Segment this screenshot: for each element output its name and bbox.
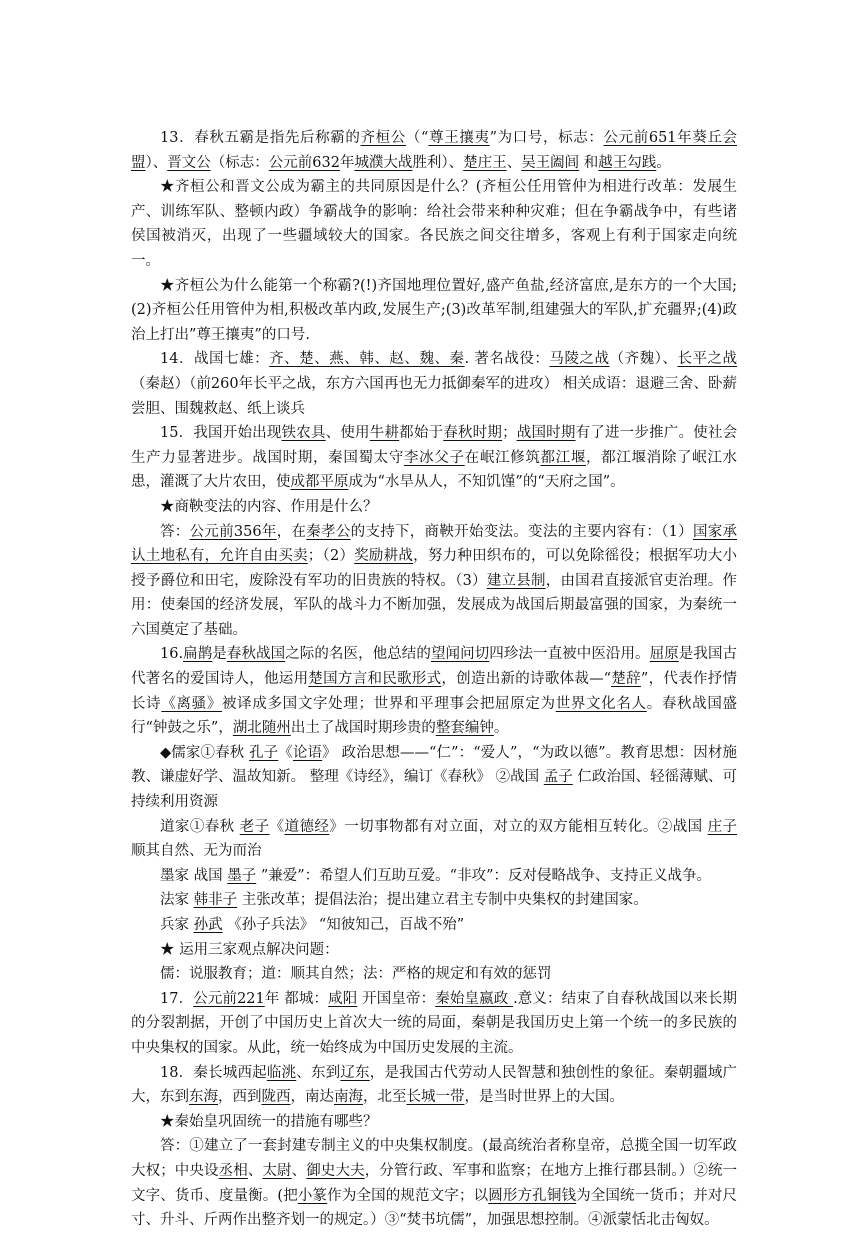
underlined-term: 公元前221 — [193, 990, 265, 1007]
text-run: ”兼爱”：希望人们互助互爱。“非攻”：反对侵略战争、支持正义战争。 — [256, 867, 711, 884]
text-run: 、 — [506, 154, 522, 171]
paragraph — [131, 520, 737, 643]
text-run: 被译成多国文字处理；世界和平理事会把屈原定为 — [222, 695, 556, 712]
underlined-term: 庄子 — [707, 818, 738, 835]
underlined-term: 越王勾践 — [598, 154, 657, 171]
text-run: 有了进一步推广。使社会生产力显著进步。战国时期，秦国蜀太守 — [131, 425, 738, 466]
paragraph — [131, 1061, 737, 1110]
paragraph — [131, 864, 737, 889]
text-run: 的支持下，商鞅开始变法。变法的主要内容有：（1） — [350, 523, 693, 540]
underlined-term: 春秋时期 — [443, 425, 503, 442]
underlined-term: 李冰父子 — [404, 449, 465, 466]
text-run: 是我国古代著名的爱国诗人，他运用 — [131, 646, 738, 688]
underlined-term: 建立县制 — [486, 572, 546, 589]
paragraph — [131, 1110, 737, 1135]
text-run: 之际的名医，他总结的 — [285, 646, 431, 663]
underlined-term: 世界文化名人 — [555, 695, 647, 712]
text-run: 。春秋战国盛行“钟鼓之乐”， — [131, 695, 738, 737]
underlined-term: 丞相 — [218, 1162, 248, 1179]
text-run: ，努力种田织布的，可以免除徭役；根据军功大小授予爵位和田宅，废除没有军功的旧贵族的特权。（3） — [131, 548, 738, 589]
text-run: 年 都城： — [264, 990, 329, 1007]
underlined-term: 小篆 — [297, 1187, 328, 1204]
text-run: 。 — [656, 154, 671, 171]
text-run: 在岷江修筑 — [464, 449, 541, 466]
text-run: ，在 — [276, 523, 307, 540]
text-run: 《 — [269, 818, 285, 835]
underlined-term: 湖北随州 — [232, 720, 291, 737]
text-run: ◆儒家①春秋 — [160, 744, 250, 761]
underlined-term: 长城一带 — [406, 1089, 465, 1106]
text-run: 出土了战国时期珍贵的 — [290, 720, 436, 737]
underlined-term: 牛耕 — [369, 425, 400, 442]
text-run: （标志： — [210, 154, 269, 171]
underlined-term: 楚辞 — [611, 671, 641, 688]
text-run: ★齐桓公为什么能第一个称霸?(!)齐国地理位置好,盛产鱼盐,经济富庶,是东方的一个大国;(2)齐桓公任用管仲为相,积极改革内政,发展生产;(3)改革军制,组建强大的军队,扩充疆界;(4)政治上打出”尊王攘夷”的口号. — [131, 277, 737, 343]
text-run: 《孙子兵法》 “知彼知己，百战不殆” — [222, 917, 465, 933]
text-run: 答：①建立了一套封建专制主义的中央集权制度。(最高统治者称皇帝，总揽全国一切军政大权；中央设 — [131, 1138, 737, 1179]
underlined-term: 老子 — [239, 818, 270, 835]
text-run: 主张改革；提倡法治；提出建立君主专制中央集权的封建国家。 — [237, 892, 648, 909]
text-run: 答： — [160, 523, 190, 540]
text-run: 15．我国开始出现 — [160, 425, 282, 442]
underlined-term: 屈原 — [649, 646, 679, 663]
text-run: 作为全国的规范文字；以 — [327, 1187, 489, 1204]
text-run: ，由国君直接派官吏治理。作用：使秦国的经济发展，军队的战斗力不断加强，发展成为战国后期最富强的国家，为秦统一六国奠定了基础。 — [131, 572, 738, 638]
underlined-term: 论语 — [292, 744, 323, 761]
paragraph — [131, 815, 737, 864]
text-run: 、 — [247, 1162, 263, 1179]
underlined-term: 楚庄王 — [463, 154, 507, 171]
text-run: 是 — [212, 646, 227, 663]
underlined-term: 公元前632 — [268, 154, 340, 171]
underlined-term: 扁鹊 — [183, 646, 213, 663]
text-run: 胜利）、 — [412, 154, 464, 171]
underlined-term: 望闻问切 — [430, 646, 490, 663]
underlined-term: 临洮 — [266, 1064, 297, 1081]
text-run: 墨家 战国 — [160, 867, 228, 884]
underlined-term: 秦孝公 — [306, 523, 351, 540]
text-run: ，分管行政、军事和监察；在地方上推行郡县制。）②统一文字、货币、度量衡。(把 — [131, 1162, 738, 1204]
underlined-term: 整套编钟 — [435, 720, 494, 737]
underlined-term: 公元前356年 — [189, 523, 277, 540]
paragraph — [131, 741, 737, 815]
text-run: 开国皇帝： — [357, 990, 436, 1007]
text-run: 道家①春秋 — [160, 818, 240, 835]
underlined-term: 太尉 — [262, 1162, 292, 1179]
text-run: 、使用 — [325, 425, 370, 442]
underlined-term: 南海 — [334, 1089, 363, 1106]
underlined-term: 咸阳 — [328, 990, 358, 1007]
underlined-term: 秦始皇嬴政 — [435, 990, 514, 1007]
text-run: ★齐桓公和晋文公成为霸主的共同原因是什么？(齐桓公任用管仲为相进行改革：发展生产、训练军队、整顿内政）争霸战争的影响：给社会带来种种灾难；但在争霸战争中，有些诸侯国被消灭，出现了一些疆域较大的国家。各民族之间交往增多，客观上有利于国家走向统一。 — [131, 179, 737, 269]
underlined-term: 孔子 — [249, 744, 279, 761]
text-run: 13．春秋五霸是指先后称霸的 — [160, 130, 361, 146]
text-run: 仁政治国、轻徭薄赋、可持续利用资源 — [131, 769, 737, 811]
text-run: 、东到 — [296, 1064, 341, 1081]
text-run: ，西到 — [218, 1089, 262, 1106]
text-run: 18．秦长城西起 — [160, 1064, 267, 1081]
text-run: ”，代表作抒情长诗 — [131, 671, 738, 712]
text-run: 》一切事物都有对立面，对立的双方能相互转化。②战国 — [329, 818, 708, 835]
underlined-term: 圆形方孔铜钱 — [488, 1187, 577, 1204]
text-run: ★秦始皇巩固统一的措施有哪些？ — [160, 1113, 378, 1130]
underlined-term: 吴王阖闾 — [521, 154, 580, 171]
paragraph — [131, 1134, 737, 1232]
text-run: ”为口号，标志： — [489, 130, 604, 146]
text-run: 四珍法一直被中医沿用。 — [489, 646, 650, 663]
underlined-term: 孙武 — [193, 917, 223, 933]
underlined-term: 道德经 — [284, 818, 330, 835]
underlined-term: 韩非子 — [193, 892, 238, 909]
text-run: ，南达 — [290, 1089, 334, 1106]
text-run: 都始于 — [399, 425, 444, 442]
text-run: 《 — [278, 744, 293, 761]
underlined-term: 御史大夫 — [306, 1162, 365, 1179]
paragraph — [131, 938, 737, 963]
paragraph — [131, 126, 737, 175]
text-run: ； — [502, 425, 517, 442]
paragraph — [131, 913, 737, 938]
text-run: （齐魏）、 — [609, 351, 678, 368]
text-run: （秦赵）（前260年长平之战，东方六国再也无力抵御秦军的进攻） 相关成语：退避三舍、卧薪尝胆、围魏救赵、纸上谈兵 — [131, 375, 737, 417]
text-run: ，是当时世界上的大国。 — [464, 1089, 624, 1106]
paragraph — [131, 347, 737, 421]
text-run: 。 — [493, 720, 509, 737]
text-run: 17． — [160, 990, 194, 1007]
underlined-term: 战国时期 — [516, 425, 576, 442]
text-run: ★商鞅变法的内容、作用是什么？ — [160, 498, 378, 515]
paragraph — [131, 962, 737, 987]
text-run: 为全国统一货币；并对尺寸、升斗、斤两作出整齐划一的规定。）③“焚书坑儒”，加强思想控制。④派蒙恬北击匈奴。 — [131, 1187, 738, 1229]
underlined-term: 成都平原 — [290, 474, 349, 491]
underlined-term: 铁农具 — [281, 425, 326, 442]
text-run: 14．战国七雄： — [160, 351, 270, 368]
underlined-term: 《离骚》 — [161, 695, 223, 712]
text-run: （“ — [405, 130, 429, 146]
underlined-term: 齐、楚、燕、韩、赵、魏、秦 — [269, 351, 465, 368]
underlined-term: 马陵之战 — [549, 351, 610, 368]
text-run: 》 政治思想——“仁”：“爱人”，“为政以德”。教育思想：因材施教、谦虚好学、温故知新。 整理《诗经》，编订《春秋》 ②战国 — [131, 744, 738, 786]
paragraph — [131, 495, 737, 520]
paragraph — [131, 888, 737, 913]
underlined-term: 楚国方言和民歌形式 — [308, 671, 442, 688]
text-run: 和 — [579, 154, 599, 171]
underlined-term: 公元前651年葵丘会盟 — [131, 130, 738, 171]
underlined-term: 东海 — [189, 1089, 218, 1106]
paragraph — [131, 274, 737, 348]
text-run: ）、 — [145, 154, 168, 171]
underlined-term: 长平之战 — [677, 351, 738, 368]
underlined-term: 春秋战国 — [226, 646, 286, 663]
underlined-term: 城濮大战 — [354, 154, 413, 171]
underlined-term: 墨子 — [227, 867, 257, 884]
underlined-term: 奖励耕战 — [354, 548, 414, 565]
underlined-term: 陇西 — [261, 1089, 291, 1106]
underlined-term: 尊王攘夷 — [428, 130, 490, 146]
text-run: ★ 运用三家观点解决问题： — [160, 941, 339, 958]
underlined-term: 国家承认土地私有，允许自由买卖 — [131, 523, 738, 565]
text-run: .意义：结束了自春秋战国以来长期的分裂割据，开创了中国历史上首次大一统的局面，秦朝是我国历史上第一个统一的多民族的中央集权的国家。从此，统一始终成为中国历史发展的主流。 — [131, 990, 738, 1056]
text-run: ；（2） — [307, 548, 355, 565]
text-run: 兵家 — [160, 917, 194, 933]
text-run: ，是我国古代劳动人民智慧和独创性的象征。秦朝疆域广大，东到 — [131, 1064, 738, 1106]
text-run: 顺其自然、无为而治 — [131, 843, 262, 860]
paragraph — [131, 987, 737, 1061]
text-run: ，北至 — [363, 1089, 407, 1106]
paragraph — [131, 175, 737, 273]
underlined-term: 都江堰 — [540, 449, 587, 466]
text-run: ，都江堰消除了岷江水患，灌溉了大片农田，使 — [131, 449, 738, 491]
underlined-term: 晋文公 — [167, 154, 211, 171]
underlined-term: 齐桓公 — [360, 130, 406, 146]
text-run: . 著名战役： — [464, 351, 550, 368]
text-run: ，创造出新的诗歌体裁—“ — [441, 671, 612, 688]
document-body — [131, 126, 737, 1233]
text-run: 法家 — [160, 892, 194, 909]
paragraph — [131, 642, 737, 740]
text-run: 儒：说服教育；道：顺其自然；法：严格的规定和有效的惩罚 — [160, 966, 552, 983]
underlined-term: 孟子 — [543, 769, 573, 786]
text-run: 成为“水旱从人，不知饥馑”的“天府之国”。 — [348, 474, 625, 491]
text-run: 年 — [339, 154, 355, 171]
text-run: 16. — [160, 646, 184, 663]
paragraph — [131, 421, 737, 495]
underlined-term: 辽东 — [340, 1064, 370, 1081]
text-run: 、 — [291, 1162, 307, 1179]
